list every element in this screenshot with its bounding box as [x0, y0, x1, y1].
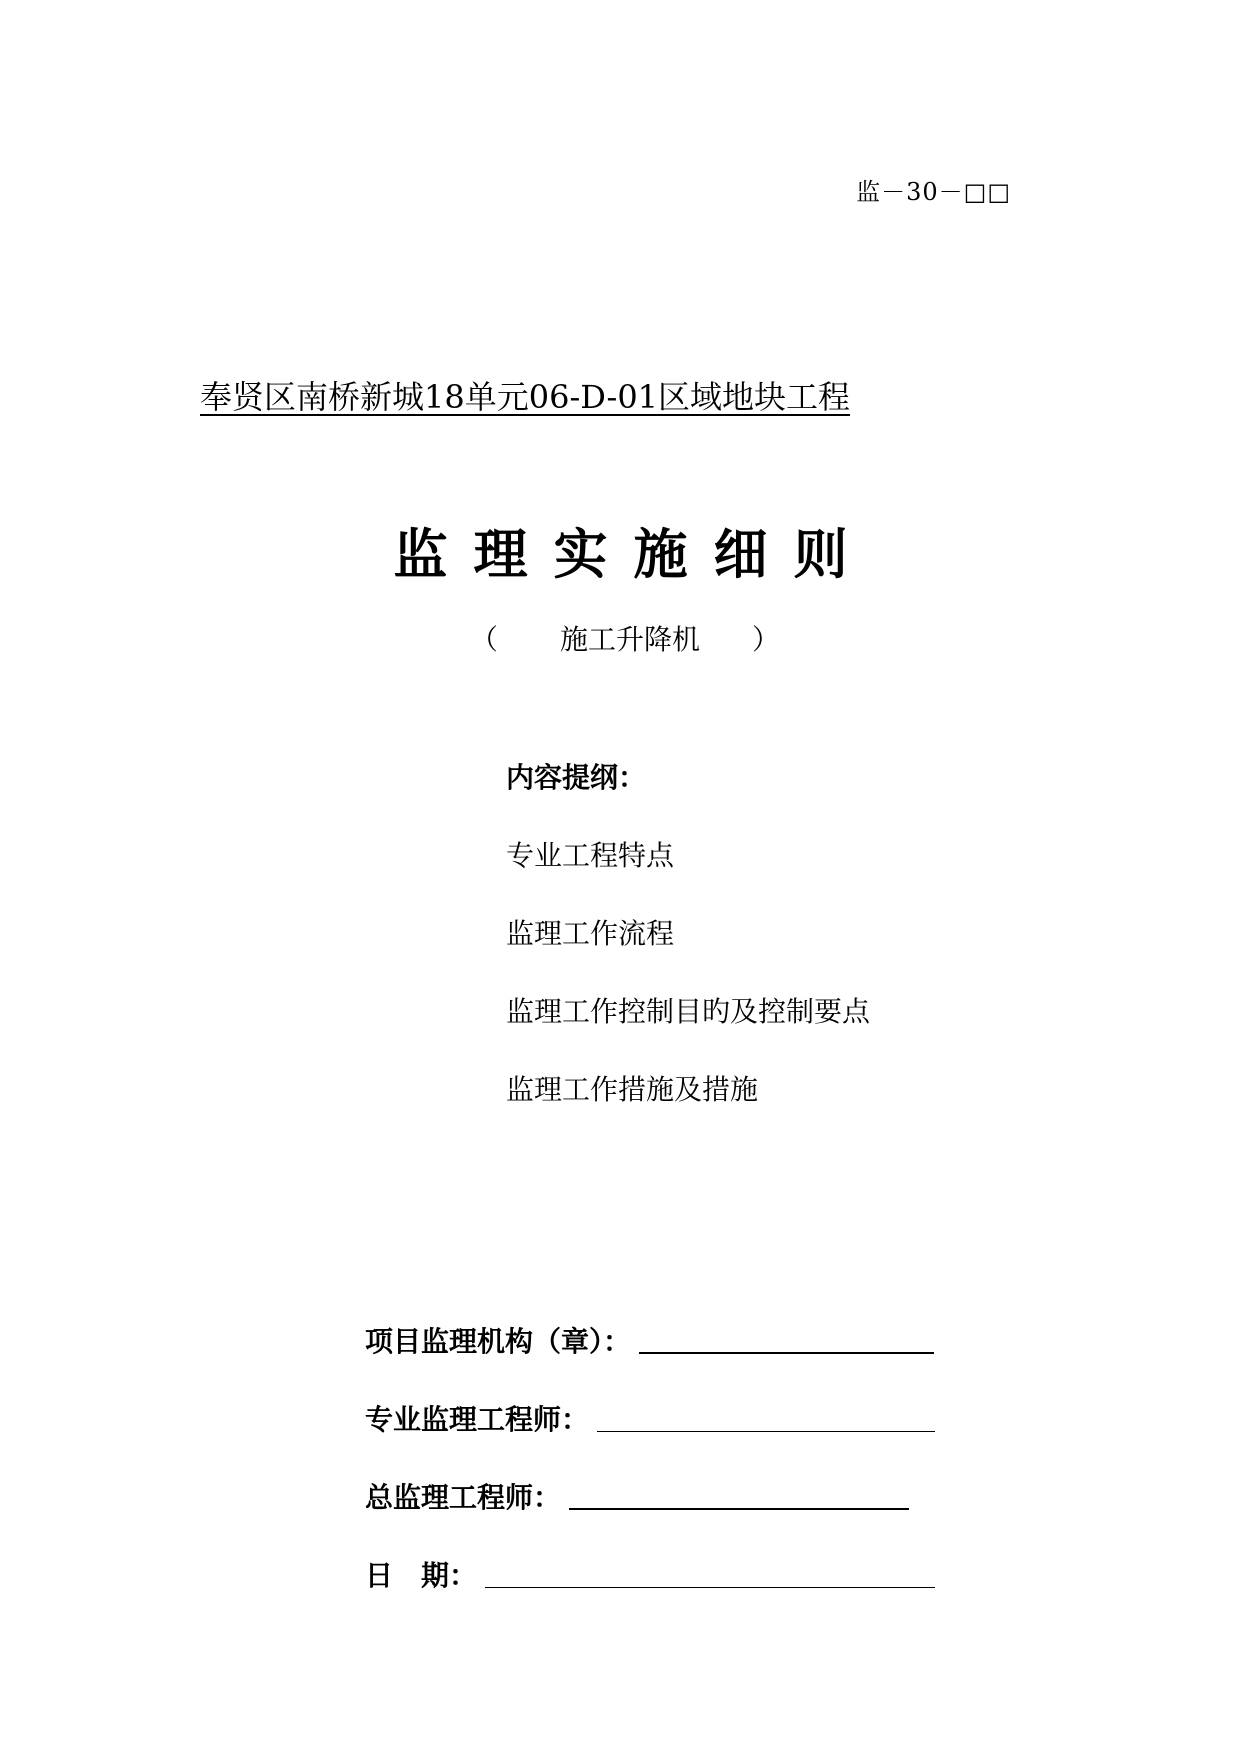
signature-line-organization[interactable]	[639, 1351, 934, 1354]
signature-label-date: 日 期：	[365, 1559, 478, 1592]
document-code: 监－30－□□	[856, 178, 1011, 206]
signature-line-specialist[interactable]	[597, 1430, 935, 1432]
outline-item-control-points: 监理工作控制目旳及控制要点	[506, 995, 871, 1028]
subtitle	[470, 618, 780, 658]
outline-heading: 内容提纲：	[506, 761, 647, 794]
subtitle-close-paren: ）	[752, 623, 781, 656]
page-title: 监理实施细则	[393, 522, 874, 586]
signature-label-specialist: 专业监理工程师：	[365, 1403, 590, 1436]
signature-row-specialist	[365, 1398, 935, 1438]
signature-label-chief: 总监理工程师：	[365, 1481, 562, 1514]
signature-line-date[interactable]	[485, 1586, 935, 1588]
project-name: 奉贤区南桥新城18单元06-D-01区域地块工程	[200, 378, 851, 416]
signature-row-date	[365, 1554, 935, 1594]
signature-label-organization: 项目监理机构（章）：	[365, 1325, 632, 1358]
signature-row-organization	[365, 1320, 934, 1360]
signature-line-chief[interactable]	[569, 1507, 909, 1510]
outline-item-measures: 监理工作措施及措施	[506, 1073, 759, 1106]
signature-row-chief	[365, 1476, 909, 1516]
outline-item-engineering-features: 专业工程特点	[506, 839, 675, 872]
outline-item-workflow: 监理工作流程	[506, 917, 675, 950]
subtitle-text: 施工升降机	[560, 623, 701, 656]
subtitle-open-paren: （	[470, 623, 499, 656]
